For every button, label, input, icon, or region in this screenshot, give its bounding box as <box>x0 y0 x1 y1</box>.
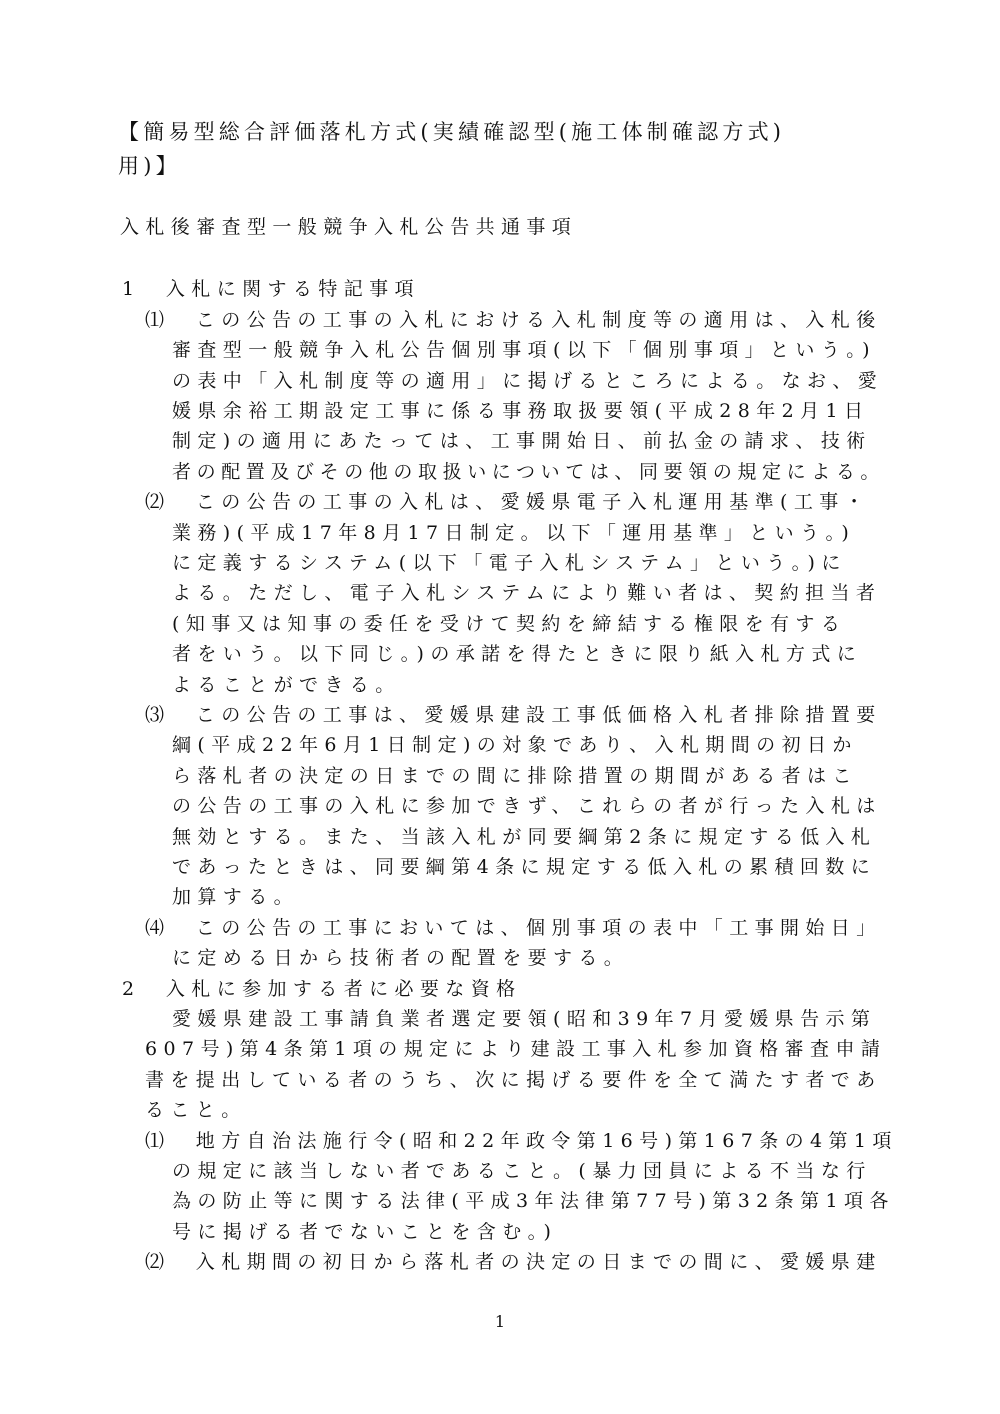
body-line: であったときは、同要綱第4条に規定する低入札の累積回数に <box>172 856 877 878</box>
body-line: ⑵ 入札期間の初日から落札者の決定の日までの間に、愛媛県建 <box>145 1251 882 1273</box>
body-line: 審査型一般競争入札公告個別事項(以下「個別事項」という。) <box>172 339 876 361</box>
body-line: ら落札者の決定の日までの間に排除措置の期間がある者はこ <box>172 765 858 787</box>
body-line: 業務)(平成17年8月17日制定。以下「運用基準」という。) <box>172 522 856 544</box>
body-line: に定める日から技術者の配置を要する。 <box>172 947 630 969</box>
body-line: ⑴ この公告の工事の入札における入札制度等の適用は、入札後 <box>145 309 882 331</box>
body-line: ⑶ この公告の工事は、愛媛県建設工事低価格入札者排除措置要 <box>145 704 882 726</box>
body-line: の表中「入札制度等の適用」に掲げるところによる。なお、愛 <box>172 370 884 392</box>
body-line: (知事又は知事の委任を受けて契約を締結する権限を有する <box>172 613 847 635</box>
body-line: よることができる。 <box>172 674 401 696</box>
document-subtitle: 入札後審査型一般競争入札公告共通事項 <box>120 216 578 238</box>
body-line: 書を提出している者のうち、次に掲げる要件を全て満たす者であ <box>145 1069 882 1091</box>
body-line: 綱(平成22年6月1日制定)の対象であり、入札期間の初日か <box>172 734 858 756</box>
body-line: 愛媛県建設工事請負業者選定要領(昭和39年7月愛媛県告示第 <box>172 1008 877 1030</box>
section-heading-2: 2 入札に参加する者に必要な資格 <box>122 978 522 1000</box>
body-line: 607号)第4条第1項の規定により建設工事入札参加資格審査申請 <box>145 1038 887 1060</box>
body-line: よる。ただし、電子入札システムにより難い者は、契約担当者 <box>172 582 882 604</box>
body-line: 無効とする。また、当該入札が同要綱第2条に規定する低入札 <box>172 826 877 848</box>
body-line: ⑵ この公告の工事の入札は、愛媛県電子入札運用基準(工事・ <box>145 491 871 513</box>
body-line: 制定)の適用にあたっては、工事開始日、前払金の請求、技術 <box>172 430 872 452</box>
body-line: 為の防止等に関する法律(平成3年法律第77号)第32条第1項各 <box>172 1190 895 1212</box>
section-heading-1: 1 入札に関する特記事項 <box>122 278 420 300</box>
body-line: の公告の工事の入札に参加できず、これらの者が行った入札は <box>172 795 882 817</box>
body-line: 者をいう。以下同じ。)の承諾を得たときに限り紙入札方式に <box>172 643 863 665</box>
body-line: 媛県余裕工期設定工事に係る事務取扱要領(平成28年2月1日 <box>172 400 870 422</box>
body-line: 加算する。 <box>172 886 300 908</box>
body-line: ること。 <box>145 1099 247 1121</box>
document-heading-line-1: 【簡易型総合評価落札方式(実績確認型(施工体制確認方式) <box>118 120 786 144</box>
document-heading-line-2: 用)】 <box>118 154 181 178</box>
body-line: の規定に該当しない者であること。(暴力団員による不当な行 <box>172 1160 872 1182</box>
body-line: に定義するシステム(以下「電子入札システム」という。)に <box>172 552 847 574</box>
page-number: 1 <box>494 1312 506 1331</box>
body-line: ⑷ この公告の工事においては、個別事項の表中「工事開始日」 <box>145 917 882 939</box>
body-line: ⑴ 地方自治法施行令(昭和22年政令第16号)第167条の4第1項 <box>145 1130 898 1152</box>
body-line: 号に掲げる者でないことを含む。) <box>172 1221 558 1243</box>
body-line: 者の配置及びその他の取扱いについては、同要領の規定による。 <box>172 461 886 483</box>
